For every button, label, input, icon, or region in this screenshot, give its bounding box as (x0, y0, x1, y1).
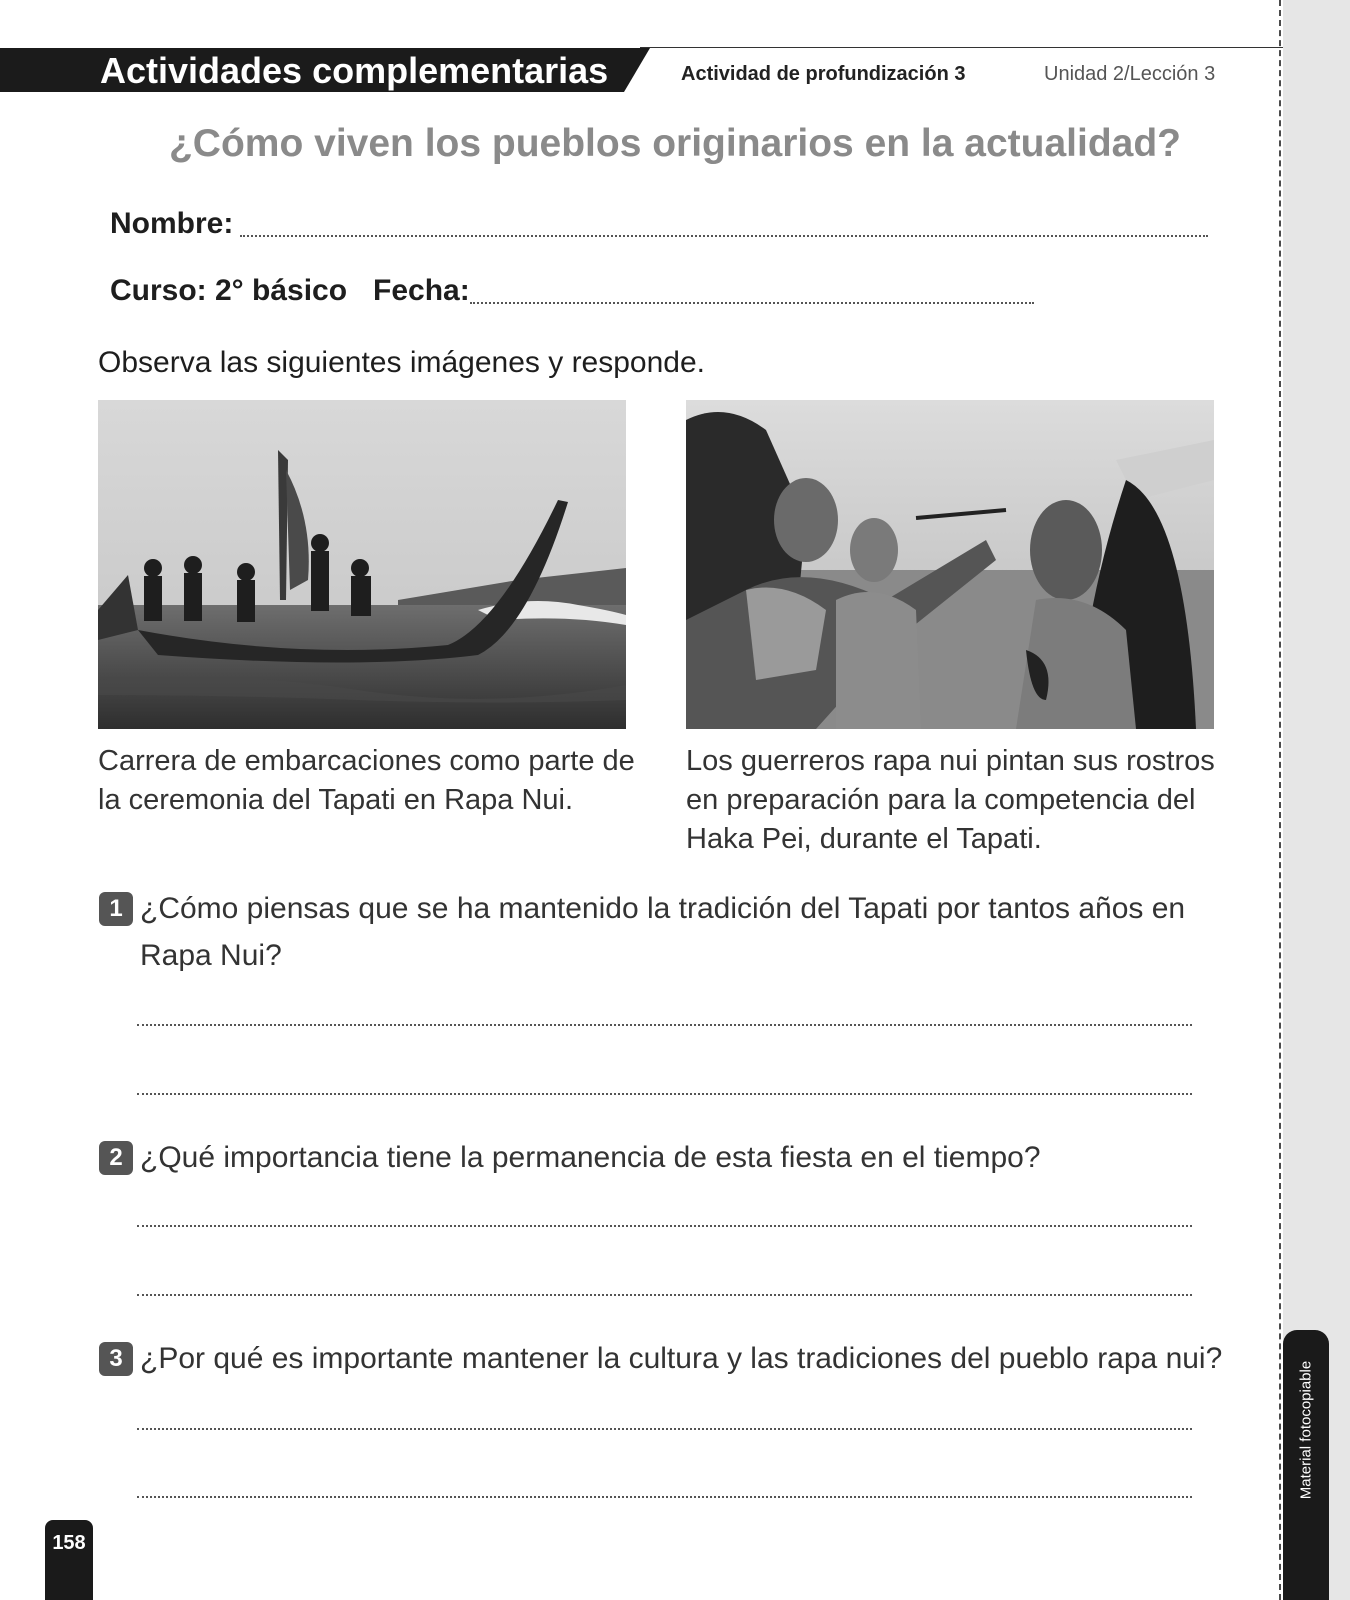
canoe-race-photo (98, 400, 626, 729)
page-title: ¿Cómo viven los pueblos originarios en la actualidad? (168, 122, 1182, 165)
cut-line (1279, 0, 1281, 1600)
question-number: 3 (99, 1342, 133, 1376)
side-tab-label: Material fotocopiable (1297, 1360, 1315, 1500)
course-label: Curso: 2° básico (110, 274, 348, 307)
question-number: 2 (99, 1141, 133, 1175)
header-rule (640, 47, 1283, 48)
answer-line[interactable] (137, 1294, 1192, 1296)
answer-line[interactable] (137, 1093, 1192, 1095)
side-tab (1283, 1330, 1329, 1600)
question-text: ¿Cómo piensas que se ha mantenido la tradición del Tapati por tantos años en Rapa Nui? (140, 892, 1186, 972)
answer-line[interactable] (137, 1225, 1192, 1227)
date-field[interactable] (470, 302, 1034, 304)
question-text: ¿Por qué es importante mantener la cultura y las tradiciones del pueblo rapa nui? (140, 1342, 1223, 1375)
answer-line[interactable] (137, 1496, 1192, 1498)
face-painting-photo (686, 400, 1214, 729)
answer-line[interactable] (137, 1428, 1192, 1430)
unit-label: Unidad 2/Lección 3 (1044, 63, 1216, 85)
canoe-race-caption: Carrera de embarcaciones como parte de la ceremonia del Tapati en Rapa Nui. (98, 745, 635, 816)
question-text: ¿Qué importancia tiene la permanencia de esta fiesta en el tiempo? (140, 1141, 1041, 1174)
name-label: Nombre: (110, 207, 234, 240)
answer-line[interactable] (137, 1024, 1192, 1026)
question-number: 1 (99, 892, 133, 926)
page-number: 158 (52, 1532, 86, 1554)
face-painting-caption: Los guerreros rapa nui pintan sus rostros en preparación para la competencia del Haka Pei, durante el Tapati. (686, 745, 1215, 855)
date-label: Fecha: (373, 274, 470, 307)
section-title: Actividades complementarias (100, 50, 609, 91)
activity-label: Actividad de profundización 3 (681, 63, 966, 85)
name-field[interactable] (240, 235, 1208, 237)
instruction: Observa las siguientes imágenes y responde. (98, 346, 706, 379)
